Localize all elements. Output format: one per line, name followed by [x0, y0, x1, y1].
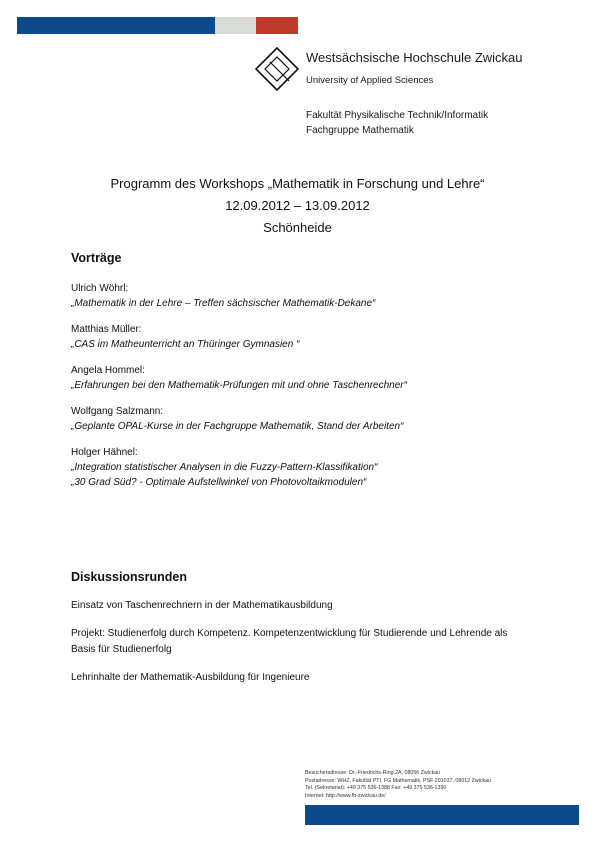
header-bar-red [256, 17, 298, 34]
discussions-heading: Diskussionsrunden [71, 570, 187, 584]
document-title [0, 173, 595, 239]
talk-speaker: Ulrich Wöhrl: [71, 283, 129, 294]
talk-title: „30 Grad Süd? - Optimale Aufstellwinkel von Photovoltaikmodulen“ [71, 477, 367, 488]
talk-speaker: Wolfgang Salzmann: [71, 406, 164, 417]
discussions-list [71, 598, 511, 698]
discussion-item: Projekt: Studienerfolg durch Kompetenz. Kompetenzentwicklung für Studierende und Lehrende als Basis für Studienerfolg [71, 628, 508, 655]
department-line: Fachgruppe Mathematik [306, 125, 414, 136]
talks-list [71, 281, 551, 501]
diamond-logo-icon [255, 47, 299, 91]
talks-heading: Vorträge [71, 251, 122, 265]
talk-item [71, 445, 551, 490]
discussion-item: Einsatz von Taschenrechnern in der Mathematikausbildung [71, 600, 333, 611]
title-line: Programm des Workshops „Mathematik in Forschung und Lehre“ [110, 176, 485, 191]
talk-item [71, 322, 551, 352]
talk-title: „Mathematik in der Lehre – Treffen sächsischer Mathematik-Dekane“ [71, 298, 376, 309]
header-bar-blue [17, 17, 215, 34]
visitor-address: Besucheradresse: Dr.-Friedrichs-Ring 2A, 08056 Zwickau [305, 770, 441, 776]
talk-title: „Integration statistischer Analysen in die Fuzzy-Pattern-Klassifikation“ [71, 462, 378, 473]
header-bar-grey [215, 17, 256, 34]
faculty-line: Fakultät Physikalische Technik/Informatik [306, 110, 489, 121]
talk-speaker: Angela Hommel: [71, 365, 145, 376]
talk-item [71, 363, 551, 393]
footer-address [305, 770, 491, 800]
location-line: Schönheide [263, 220, 332, 235]
talk-speaker: Holger Hähnel: [71, 447, 138, 458]
date-line: 12.09.2012 – 13.09.2012 [225, 198, 370, 213]
website-link[interactable]: Internet: http://www.fh-zwickau.de/ [305, 792, 386, 799]
footer-bar-blue [305, 805, 579, 825]
faculty-info [306, 108, 488, 138]
university-name: Westsächsische Hochschule Zwickau [306, 50, 523, 65]
talk-item [71, 281, 551, 311]
talk-speaker: Matthias Müller: [71, 324, 142, 335]
phone-fax: Tel. (Sekretariat): +49 375 536-1388 Fax: +49 375 536-1390 [305, 785, 447, 792]
university-subtitle: University of Applied Sciences [306, 75, 434, 86]
talk-title: „CAS im Matheunterricht an Thüringer Gymnasien “ [71, 339, 300, 350]
discussion-item: Lehrinhalte der Mathematik-Ausbildung für Ingenieure [71, 672, 310, 683]
talk-item [71, 404, 551, 434]
talk-title: „Geplante OPAL-Kurse in der Fachgruppe Mathematik, Stand der Arbeiten“ [71, 421, 404, 432]
talk-title: „Erfahrungen bei den Mathematik-Prüfungen mit und ohne Taschenrechner“ [71, 380, 407, 391]
postal-address: Postadresse: WHZ, Fakultät PTI, FG Mathematik, PSF 201037, 08012 Zwickau [305, 777, 492, 784]
